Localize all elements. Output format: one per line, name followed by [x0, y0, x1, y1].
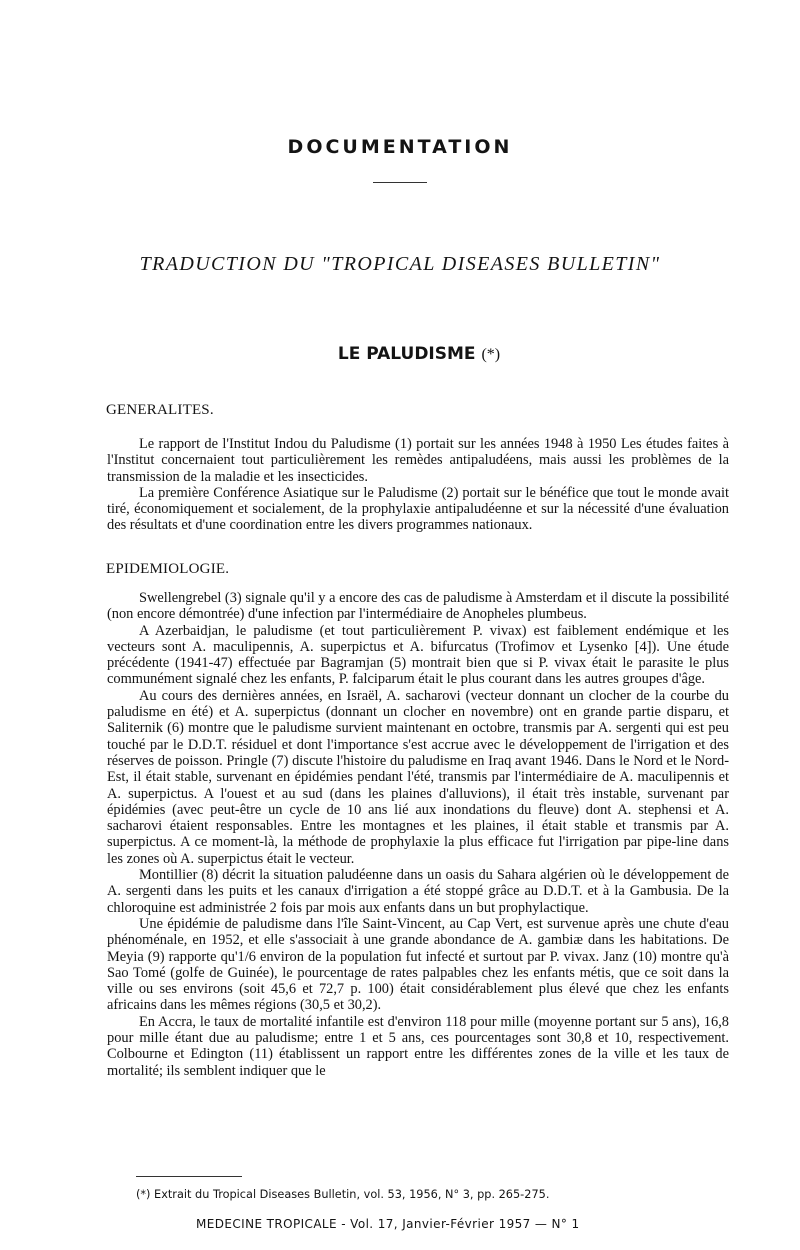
header-divider	[373, 182, 427, 183]
subtitle: TRADUCTION DU "TROPICAL DISEASES BULLETIN"	[139, 253, 661, 275]
section-heading-generalites: GENERALITES.	[106, 402, 214, 418]
section-body-epidemiologie	[107, 590, 729, 1079]
paragraph: La première Conférence Asiatique sur le Paludisme (2) portait sur le bénéfice que tout le monde avait tiré, économiquement et socialement, de la prophylaxie antipaludéenne et sur la nécessité d'une évaluation des résultats et d'une coordination entre les divers programmes nationaux.	[107, 484, 729, 534]
section-body-generalites	[107, 436, 729, 534]
footnote-marker: (*)	[481, 346, 501, 363]
paragraph: Montillier (8) décrit la situation paludéenne dans un oasis du Sahara algérien où le développement de A. sergenti dans les puits et les canaux d'irrigation a été stoppé grâce au D.D.T. et à la Gambusia. De la chloroquine est administrée 2 fois par mois aux enfants dans un but prophylactique.	[107, 867, 729, 916]
footnote: (*) Extrait du Tropical Diseases Bulletin, vol. 53, 1956, N° 3, pp. 265-275.	[136, 1188, 550, 1201]
paragraph: A Azerbaidjan, le paludisme (et tout particulièrement P. vivax) est faiblement endémique et les vecteurs sont A. maculipennis, A. superpictus et A. bifurcatus (Trofimov et Lysenko [4]). Une étude précédente (1941-47) effectuée par Bagramjan (5) montrait bien que si P. vivax était le parasite le plus communément signalé chez les enfants, P. falciparum était le plus courant dans les autres groupes d'âge.	[107, 622, 729, 688]
section-heading-epidemiologie: EPIDEMIOLOGIE.	[106, 561, 230, 577]
paragraph: Swellengrebel (3) signale qu'il y a encore des cas de paludisme à Amsterdam et il discute la possibilité (non encore démontrée) d'une infection par l'intermédiaire de Anopheles plumbeus.	[107, 590, 729, 623]
page-header-title: DOCUMENTATION	[287, 136, 513, 158]
article-title	[0, 344, 800, 364]
article-title-text: LE PALUDISME	[337, 344, 476, 364]
paragraph: Le rapport de l'Institut Indou du Paludisme (1) portait sur les années 1948 à 1950 Les études faites à l'Institut concernaient tout particulièrement les remèdes antipaludéens, mais aussi les problèmes de la transmission de la maladie et les insecticides.	[107, 436, 729, 485]
footnote-divider	[136, 1176, 242, 1177]
running-footer: MEDECINE TROPICALE - Vol. 17, Janvier-Février 1957 — N° 1	[196, 1217, 580, 1231]
paragraph: Au cours des dernières années, en Israël, A. sacharovi (vecteur donnant un clocher de la courbe du paludisme en été) et A. superpictus (donnant un clocher en novembre) ont en grande partie disparu, et Saliternik (6) montre que le paludisme survient maintenant en octobre, transmis par A. sergenti qui est peu touché par le D.D.T. résiduel et dont l'importance s'est accrue avec le développement de l'irrigation et des réserves de poisson. Pringle (7) discute l'histoire du paludisme en Iraq avant 1946. Dans le Nord et le Nord-Est, il était stable, survenant en épidémies pendant l'été, transmis par l'intermédiaire de A. maculipennis et A. superpictus. A l'ouest et au sud (dans les plaines d'alluvions), il était très instable, survenant par épidémies (avec peut-être un cycle de 10 ans lié aux inondations du fleuve) dont A. stephensi et A. sacharovi étaient responsables. Entre les montagnes et les plaines, il était stable et transmis par A. superpictus. A ce moment-là, la méthode de prophylaxie la plus efficace fut l'irrigation par pipe-line dans les zones où A. superpictus était le vecteur.	[107, 687, 729, 867]
paragraph: Une épidémie de paludisme dans l'île Saint-Vincent, au Cap Vert, est survenue après une chute d'eau phénoménale, en 1952, et elle s'associait à une grande abondance de A. gambiæ dans les habitations. De Meyia (9) rapporte qu'1/6 environ de la population fut infecté et surtout par P. vivax. Janz (10) montre qu'à Sao Tomé (golfe de Guinée), le pourcentage de rates palpables chez les enfants métis, que ce soit dans la ville ou ses environs (soit 45,6 et 72,7 p. 100) était considérablement plus élevé que chez les enfants africains dans les mêmes régions (30,5 et 30,2).	[107, 915, 729, 1014]
paragraph: En Accra, le taux de mortalité infantile est d'environ 118 pour mille (moyenne portant sur 5 ans), 16,8 pour mille étant due au paludisme; entre 1 et 5 ans, ces pourcentages sont 30,8 et 10, respectivement. Colbourne et Edington (11) établissent un rapport entre les différentes zones de la ville et les taux de mortalité; ils semblent indiquer que le	[107, 1013, 729, 1079]
